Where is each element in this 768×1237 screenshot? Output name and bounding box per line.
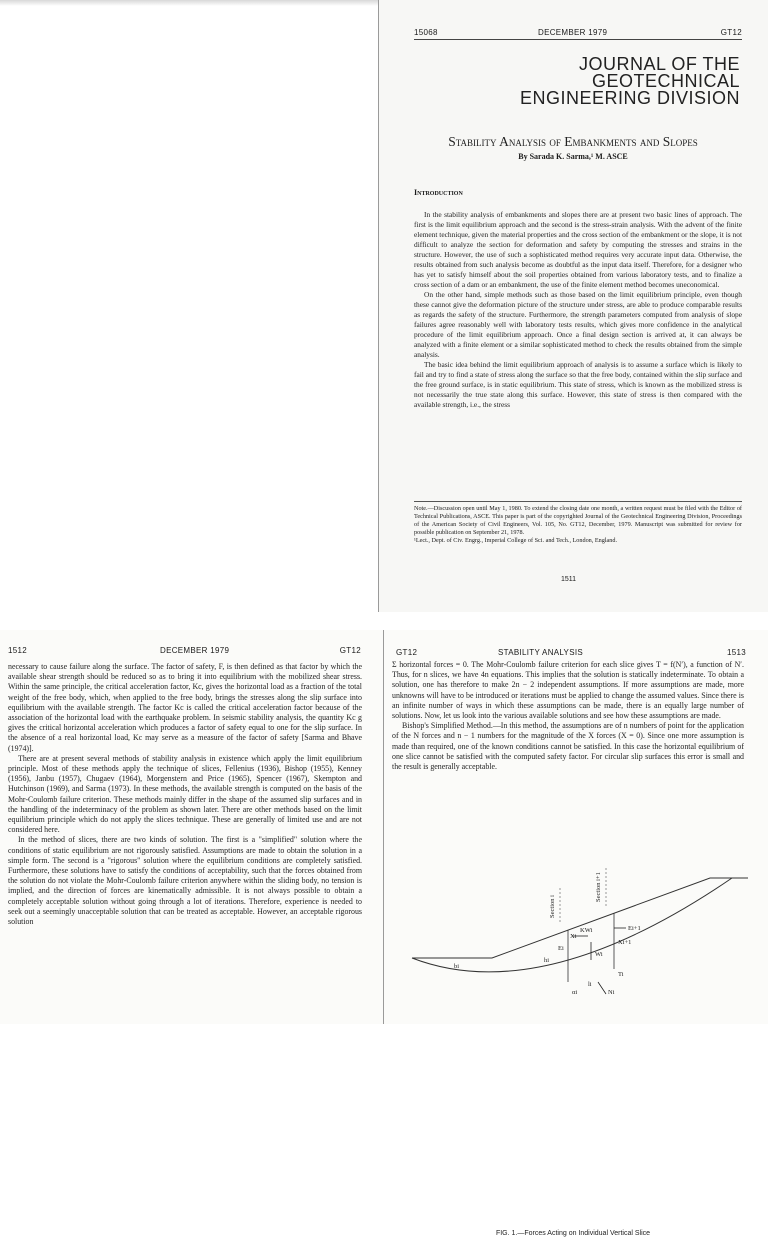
journal-title bbox=[520, 56, 740, 107]
issue-date: DECEMBER 1979 bbox=[538, 28, 608, 37]
paragraph: Σ horizontal forces = 0. The Mohr-Coulomb failure criterion for each slice gives T = f(N′), a function of N′. Thus, for n slices, we have 4n equations. This implies that the solution is statically indeterminate. To obtain a solution, one has therefore to make 2n − 2 independent assumptions. If more assumptions are made, more unknowns will have to be introduced or iterations must be applied to change the assumed values. Since there is an infinite number of ways in which these assumptions can be made, there is an equally large number of solutions. Now, let us look into the various available solutions and see how these assumptions are made. bbox=[392, 660, 744, 721]
body-text bbox=[392, 660, 744, 772]
paragraph: There are at present several methods of stability analysis in existence which apply the limit equilibrium principle. Most of these methods apply the technique of slices, Fellenius (1936), Bishop (1955), Kenney (1956), Janbu (1957), Chugaev (1964), Morgenstern and Price (1965), Spencer (1967), Skempton and Hutchinson (1969), and Sarma (1973). In these methods, the available strength is computed on the basis of the Mohr-Coulomb failure criterion. These methods mainly differ in the shape of the assumed slip surfaces and in the handling of the indeterminacy of the problem as shown later. There are other methods based on the limit equilibrium principle which do not apply the slices technique. These are generally of limited use and are not considered here. bbox=[8, 753, 362, 835]
page-separator bbox=[0, 612, 768, 630]
slice-force-figure bbox=[392, 858, 754, 998]
paragraph: On the other hand, simple methods such as those based on the limit equilibrium principle, even though these cannot give the deformation picture of the structure under stress, are able to produce comparable results as regards the safety of the structure. Furthermore, the strength parameters computed from analysis of slope failures agree reasonably well with laboratory tests results, which gives more confidence in the analytical procedure of the limit equilibrium approach. Once a final design section is arrived at, it can always be analyzed with a finite element or a similar sophisticated method to check the results obtained from the simple analysis. bbox=[414, 290, 742, 359]
intro-text bbox=[414, 210, 742, 410]
page-number: 1511 bbox=[561, 576, 577, 583]
shear-force-label: Xi bbox=[570, 933, 577, 940]
base-angle-label: αi bbox=[572, 989, 578, 996]
weight-label: Wi bbox=[595, 951, 603, 958]
slice-force-diagram bbox=[392, 858, 754, 1237]
interslice-normal-label: Ei+1 bbox=[628, 925, 641, 932]
paragraph: In the method of slices, there are two kinds of solution. The first is a "simplified" solution where the conditions of static equilibrium are not rigorously satisfied. Assumptions are made to obtain the solution in a simple form. The second is a "rigorous" solution where the equilibrium conditions are completely satisfied. Furthermore, these solutions have to satisfy the conditions of acceptability, such that the forces obtained from the solution do not violate the Mohr-Coulomb failure criterion anywhere within the sliding body, no tension is implied, and the direction of forces are kinematically admissible. It is not always possible to obtain a completely acceptable solution without going through a lot of iterations. Therefore, experience is needed to seek out a seemingly unacceptable solution that can be treated as acceptable. However, an acceptable rigorous solution bbox=[8, 835, 362, 927]
discussion-note: Note.—Discussion open until May 1, 1980. To extend the closing date one month, a written request must be filed with the Editor of Technical Publications, ASCE. This paper is part of the copyrighted Journal of the Geotechnical Engineering Division, Proceedings of the American Society of Civil Engineers, Vol. 105, No. GT12, December, 1979. Manuscript was submitted for review for possible publication on September 21, 1978. bbox=[414, 505, 742, 536]
page-number: 1512 bbox=[8, 646, 27, 655]
normal-reaction-label: Ni bbox=[608, 989, 615, 996]
base-length-label: li bbox=[588, 981, 592, 988]
article-title: Stability Analysis of Embankments and Slopes bbox=[448, 134, 698, 149]
journal-page-1513 bbox=[384, 630, 768, 1237]
footnote bbox=[414, 501, 742, 545]
journal-title-line: GEOTECHNICAL bbox=[591, 71, 740, 91]
journal-title-line: JOURNAL OF THE bbox=[578, 54, 740, 74]
section-heading: Introduction bbox=[414, 188, 463, 197]
author-byline: By Sarada K. Sarma,¹ M. ASCE bbox=[518, 152, 628, 161]
author-affiliation: ¹Lect., Dept. of Civ. Engrg., Imperial College of Sci. and Tech., London, England. bbox=[414, 537, 618, 544]
page-gutter-line bbox=[378, 0, 379, 612]
shear-resistance-label: Ti bbox=[618, 971, 624, 978]
section-i1-label: Section i+1 bbox=[595, 872, 602, 902]
issue-code: GT12 bbox=[396, 648, 418, 657]
manuscript-number: 15068 bbox=[414, 28, 438, 37]
figure-caption: FIG. 1.—Forces Acting on Individual Vertical Slice bbox=[495, 1230, 651, 1237]
journal-page-1511 bbox=[378, 0, 768, 612]
height-label: hi bbox=[544, 957, 550, 964]
paragraph: In the stability analysis of embankments and slopes there are at present two basic lines of approach. The first is the limit equilibrium approach and the second is the stress-strain analysis. With the advent of the finite element technique, given the material properties and the cross section of the embankment or the slope, it is not difficult to analyze the section for deformation and safety by computing the stresses and strains in the structure. However, the use of such a sophisticated method requires very accurate input data. Otherwise, the results obtained from such analysis become as doubtful as the input data itself. Therefore, for a designer who has yet to satisfy himself about the soil properties obtained from various laboratory tests, and to finalize a cross section of a dam or an embankment, the use of the finite element method becomes uneconomical. bbox=[414, 210, 742, 289]
issue-date: DECEMBER 1979 bbox=[160, 646, 230, 655]
paragraph: Bishop's Simplified Method.—In this method, the assumptions are of n numbers of point for the application of the N forces and n − 1 numbers for the magnitude of the X forces (X = 0). Since one more assumption is made than required, one of the known conditions cannot be satisfied. In this case the horizontal equilibrium of one slice cannot be satisfied with the computed safety factor. For circular slip surfaces this error is small and the result is generally acceptable. bbox=[392, 721, 744, 772]
journal-page-1512 bbox=[0, 630, 383, 1024]
page-number: 1513 bbox=[727, 648, 746, 657]
issue-code: GT12 bbox=[339, 646, 361, 655]
paragraph: The basic idea behind the limit equilibrium approach of analysis is to assume a surface which is likely to fail and try to find a state of stress along the surface so that the free body, contained within the slip surface and the free ground surface, is in static equilibrium. This state of stress, which is known as the mobilized stress is not necessarily the true state along this surface. However, this state of stress is then compared with the available strength, i.e., the stress bbox=[414, 360, 742, 409]
section-i-label: Section i bbox=[549, 895, 556, 918]
paragraph: necessary to cause failure along the surface. The factor of safety, F, is then defined as that factor by which the available shear strength should be reduced so as to bring it into equilibrium with the mobilized shear stress. Within the same principle, the critical acceleration factor, Kc, gives the horizontal load as a fraction of the total weight of the free body, which, when applied to the free body, brings the stresses along the slip surface into equilibrium with the available strength. The factor Kc is called the critical acceleration factor because of the association of the horizontal load with the earthquake problem. In seismic stability analysis, the quantity Kc g gives the critical horizontal acceleration which produces a factor of safety equal to one for the slip surface. In the absence of a real horizontal load, Kc may serve as a measure of the factor of safety [Sarma and Bhave (1974)]. bbox=[8, 662, 362, 753]
journal-title-line: ENGINEERING DIVISION bbox=[519, 88, 740, 108]
slice-width-label: bi bbox=[454, 963, 460, 970]
interslice-shear-label: Xi+1 bbox=[618, 939, 632, 946]
running-title: STABILITY ANALYSIS bbox=[498, 648, 583, 657]
normal-force-label: Ei bbox=[558, 945, 564, 952]
ground-surface-line bbox=[412, 878, 748, 958]
seismic-force-label: KWi bbox=[580, 927, 593, 934]
normal-reaction-arrow bbox=[598, 982, 606, 994]
issue-code: GT12 bbox=[720, 28, 742, 37]
header-rule bbox=[414, 39, 742, 40]
body-text bbox=[8, 662, 362, 927]
